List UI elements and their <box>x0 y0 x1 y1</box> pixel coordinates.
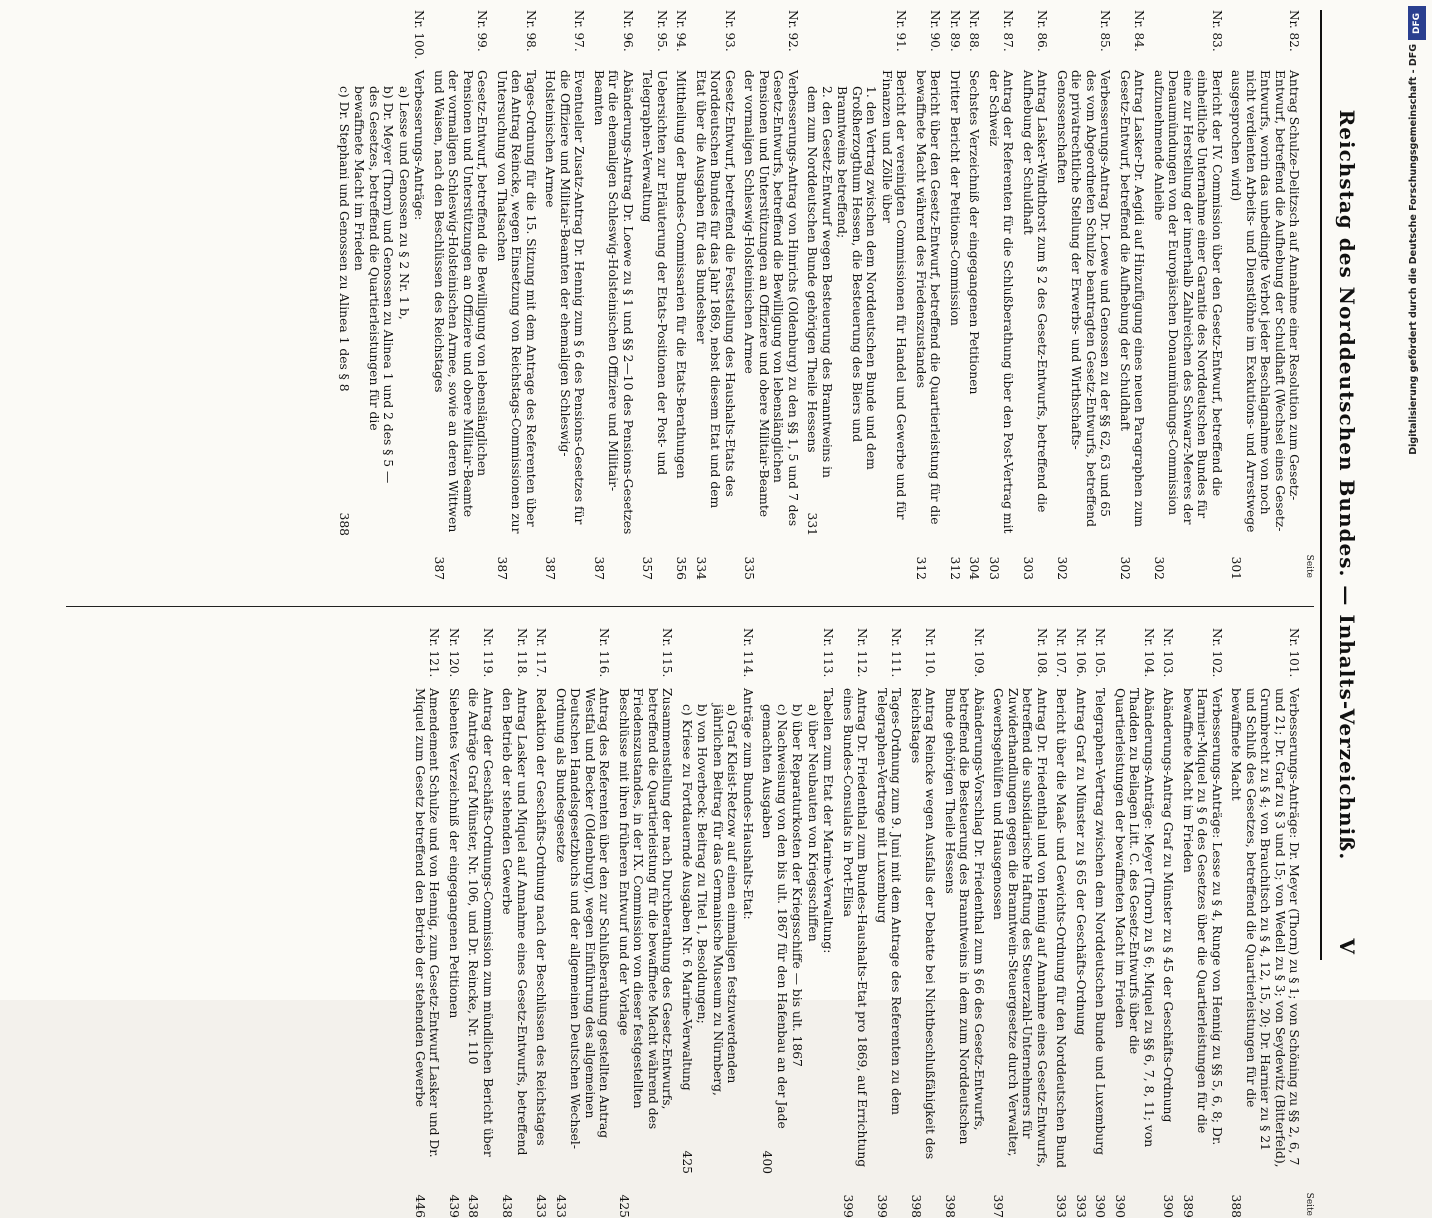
entry-text: Abänderungs-Anträge: Meyer (Thorn) zu § 6; Miquel zu §§ 6, 7, 8, 11; von Thadden zu Beilagen Litt. C. des Gesetz-Entwurfs über die Quartierleistungen der bewaffneten Macht im Frieden <box>1112 688 1156 1148</box>
entry-page: 390 <box>1093 1194 1108 1218</box>
sub-entry <box>760 688 789 1174</box>
index-entry <box>1161 628 1176 1218</box>
entry-number: Nr. 101. <box>1287 628 1302 678</box>
index-entry <box>591 10 635 580</box>
entry-number: Nr. 84. <box>1132 10 1147 52</box>
index-entry <box>805 10 909 580</box>
entry-text: Abänderungs-Vorschlag Dr. Friedenthal zum § 66 des Gesetz-Entwurfs, betreffend die Besteuerung des Branntweins in dem zum Norddeutschen Bunde gehörigen Theile Hessens <box>942 688 986 1145</box>
dfg-credit: Digitalisierung gefördert durch die Deutsche Forschungsgemeinschaft - DFG <box>1408 44 1419 455</box>
entry-number: Nr. 108. <box>1034 628 1049 678</box>
index-entry <box>534 628 549 1218</box>
entry-body <box>1229 688 1302 1182</box>
page-header <box>1320 10 1358 960</box>
entry-page: 433 <box>553 1194 568 1218</box>
entry-text: Mittheilung der Bundes-Commissarien für die Etats-Berathungen <box>674 70 689 479</box>
entry-page: 303 <box>1020 556 1035 580</box>
entry-body <box>336 70 426 544</box>
entry-body <box>1161 688 1176 1182</box>
entry-number: Nr. 113. <box>821 628 836 678</box>
entry-page: 302 <box>1117 556 1132 580</box>
index-entry <box>908 628 937 1218</box>
sub-entry-text: c) Kriese zu Fortdauernde Ausgaben Nr. 6 Marine-Verwaltung <box>679 704 694 1091</box>
entry-page: 399 <box>840 1194 855 1218</box>
entry-number: Nr. 96. <box>620 10 635 52</box>
index-entry <box>500 628 529 1218</box>
entry-text: Eventueller Zusatz-Antrag Dr. Hennig zum § 6 des Pensions-Gesetzes für die Offiziere und Militair-Beamten der ehemaligen Schleswig-Holsteinischen Armee <box>543 70 587 525</box>
column-divider <box>66 606 1314 607</box>
entry-body <box>1093 688 1108 1182</box>
sub-entry-text: c) Nachweisung von den bis ult. 1867 für den Hafenbau an der Jade gemachten Ausgaben <box>760 704 789 1129</box>
index-entry <box>446 628 461 1218</box>
entry-page: 390 <box>1161 1194 1176 1218</box>
entry-body <box>693 70 737 544</box>
seite-label: Seite <box>1304 1192 1314 1216</box>
index-entry <box>412 628 441 1218</box>
entry-body <box>742 70 800 544</box>
entry-number: Nr. 107. <box>1054 628 1069 678</box>
entry-number: Nr. 119. <box>480 628 495 678</box>
entry-text: Verbesserungs-Anträge: Dr. Meyer (Thorn) zu § 1; von Schöning zu §§ 2, 6, 7 und 21; Dr. Graf zu § 3 und 15; von Wedell zu § 3; von Seydewitz (Bitterfeld), Grumbrecht zu § 4; von Brauchitsch zu § 4, 12, 15, 20; Dr. Harnier zu § 21 und Schluß des Gesetzes, betreffend die Quartierleistungen für die bewaffnete Macht <box>1229 688 1302 1168</box>
entry-page: 387 <box>431 556 446 580</box>
sub-entry <box>835 70 879 536</box>
entry-number: Nr. 82. <box>1287 10 1302 52</box>
entry-page: 356 <box>674 556 689 580</box>
index-entry <box>674 10 689 580</box>
entry-number: Nr. 92. <box>785 10 800 52</box>
entry-text: Tabellen zum Etat der Marine-Verwaltung: <box>821 688 836 954</box>
index-entry <box>679 628 755 1218</box>
sub-entry <box>805 688 820 1174</box>
left-column <box>62 10 1314 580</box>
entry-page: 303 <box>986 556 1001 580</box>
entry-text: Uebersichten zur Erläuterung der Etats-Positionen der Post- und Telegraphen-Verwaltung <box>640 70 669 476</box>
entry-page: 433 <box>534 1194 549 1218</box>
entry-page: 304 <box>967 556 982 580</box>
entry-page: 387 <box>591 556 606 580</box>
entry-number: Nr. 117. <box>534 628 549 678</box>
index-entry <box>760 628 836 1218</box>
entry-number: Nr. 104. <box>1141 628 1156 678</box>
index-entry <box>742 10 800 580</box>
index-entry <box>1180 628 1224 1218</box>
entry-number: Nr. 114. <box>740 628 755 678</box>
entry-text: Antrag Lasker-Windthorst zum § 2 des Gesetz-Entwurfs, betreffend die Aufhebung der Schuldhaft <box>1020 70 1050 513</box>
sub-entry-page: 388 <box>336 512 351 536</box>
entry-body <box>616 688 674 1182</box>
entry-text: Zusammenstellung der nach Durchberathung des Gesetz-Entwurfs, betreffend die Quartierleistung für die bewaffnete Macht während des Friedenszustandes, in der IX. Commission von dieser festgestellten Beschlüsse mit ihren früheren Entwurf und der Vorlage <box>616 688 675 1130</box>
entry-number: Nr. 100. <box>412 10 427 60</box>
entry-page: 397 <box>991 1194 1006 1218</box>
entry-text: Redaktion der Geschäfts-Ordnung nach der Beschlüssen des Reichstages <box>534 688 549 1146</box>
index-entry <box>543 10 587 580</box>
entry-body <box>543 70 587 544</box>
entry-number: Nr. 109. <box>971 628 986 678</box>
index-entry <box>967 10 982 580</box>
page-title: Reichstag des Norddeutschen Bundes. — Inhalts-Verzeichniß. <box>1335 109 1359 861</box>
entry-body <box>446 688 461 1182</box>
index-entry <box>1229 10 1302 580</box>
entry-text: Antrag Reincke wegen Ausfalls der Debatte bei Nichtbeschlußfähigkeit des Reichstages <box>908 688 938 1160</box>
dfg-logo: DFG <box>1408 6 1426 40</box>
index-entry <box>1020 10 1049 580</box>
sub-entry-text: a) über Neubauten von Kriegsschiffen <box>805 704 820 942</box>
index-entry <box>874 628 903 1218</box>
sub-entry <box>336 70 351 536</box>
index-entry <box>991 628 1049 1218</box>
entry-body <box>674 70 689 544</box>
entry-number: Nr. 111. <box>889 628 904 678</box>
entry-body <box>466 688 495 1182</box>
entry-text: Verbesserungs-Antrag von Hinrichs (Oldenburg) zu den §§ 1, 5 und 7 des Gesetz-Entwurfs, betreffend die Bewilligung von lebenslänglichen Pensionen und Unterstützungen an Offiziere und obere Militair-Beamte der vormaligen Schleswig-Holsteinischen Armee <box>742 70 800 527</box>
entry-body <box>1229 70 1302 544</box>
index-entry <box>336 10 426 580</box>
entry-text: Antrag Lasker und Miquel auf Annahme eines Gesetz-Entwurfs, betreffend den Betrieb der stehenden Gewerbe <box>500 688 529 1156</box>
entry-text: Antrag der Geschäfts-Ordnungs-Commission zum mündlichen Bericht über die Anträge Graf Münster, Nr. 106, und Dr. Reincke, Nr. 110 <box>466 688 495 1157</box>
entry-body <box>908 688 937 1182</box>
sub-entry-page: 425 <box>679 1150 694 1174</box>
entry-page: 335 <box>742 556 757 580</box>
entry-number: Nr. 83. <box>1209 10 1224 52</box>
entry-body <box>760 688 836 1182</box>
entry-page: 302 <box>1151 556 1166 580</box>
sub-entry-text: c) Dr. Stephani und Genossen zu Alinea 1 des § 8 <box>336 86 351 392</box>
dfg-stamp <box>1408 6 1430 646</box>
entry-page: 302 <box>1054 556 1069 580</box>
entry-page: 390 <box>1112 1194 1127 1218</box>
entry-number: Nr. 87. <box>1001 10 1016 52</box>
entry-body <box>534 688 549 1182</box>
entry-number: Nr. 106. <box>1073 628 1088 678</box>
entry-text: Verbesserungs-Antrag Dr. Loewe und Genossen zu der §§ 62, 63 und 65 des vom Abgeordneten Schulze beantragten Gesetz-Entwurfs, betreffend die privatrechtliche Stellung der Erwerbs- und Wirthschafts-Genossenschaften <box>1054 70 1113 527</box>
sub-entry <box>352 70 396 536</box>
entry-number: Nr. 93. <box>722 10 737 52</box>
entry-number: Nr. 115. <box>660 628 675 678</box>
entry-number: Nr. 105. <box>1093 628 1108 678</box>
entry-text: Sechstes Verzeichniß der eingegangenen Petitionen <box>967 70 982 395</box>
sub-entry-text: b) über Reparaturkosten der Kriegsschiffe — bis ult. 1867 <box>790 704 805 1067</box>
entry-body <box>494 70 538 544</box>
entry-body <box>1117 70 1146 544</box>
entry-page: 438 <box>500 1194 515 1218</box>
sub-entry <box>679 688 694 1174</box>
sub-entry-page: 400 <box>760 1150 775 1174</box>
entry-number: Nr. 95. <box>654 10 669 52</box>
right-column <box>62 628 1314 1218</box>
entry-page: 439 <box>446 1194 461 1218</box>
entry-body <box>942 688 986 1182</box>
entry-page: 389 <box>1180 1194 1195 1218</box>
entry-page: 438 <box>466 1194 481 1218</box>
entry-page: 398 <box>908 1194 923 1218</box>
entry-body <box>1054 688 1069 1182</box>
entry-body <box>1180 688 1224 1182</box>
entry-text: Antrag Schulze-Delitzsch auf Annahme einer Resolution zum Gesetz-Entwurf, betreffend die Aufhebung der Schuldhaft (Wechsel eines Gesetz-Entwurfs, worin das unbedingte Verbot jeder Beschlagnahme von noch nicht verdienten Arbeits- und Dienstlöhne im Exekutions- und Arrestwege ausgesprochen wird) <box>1229 70 1302 533</box>
entry-text: Verbesserungs-Anträge: <box>412 70 427 221</box>
entry-text: Verbesserungs-Anträge: Lesse zu § 4, Runge von Hennig zu §§ 5, 6, 8; Dr. Harnier-Miquel zu § 6 des Gesetzes über die Quartierleistungen für die bewaffnete Macht im Frieden <box>1180 688 1224 1146</box>
index-entry <box>693 10 737 580</box>
index-entry <box>616 628 674 1218</box>
entry-body <box>500 688 529 1182</box>
entry-number: Nr. 112. <box>855 628 870 678</box>
index-entry <box>1112 628 1156 1218</box>
entry-body <box>640 70 669 544</box>
sub-entry <box>790 688 805 1174</box>
entry-page: 357 <box>640 556 655 580</box>
entry-text: Antrag der Referenten für die Schlußberathung über den Post-Vertrag mit der Schweiz <box>986 70 1016 534</box>
page-number: V <box>1335 938 1359 954</box>
entry-text: Gesetz-Entwurf, betreffend die Feststellung des Haushalts-Etats des Norddeutschen Bundes für das Jahr 1869, nebst diesem Etat und dem Etat über die Ausgaben für das Bundesheer <box>693 70 737 509</box>
entry-body <box>1073 688 1088 1182</box>
index-entry <box>913 10 942 580</box>
sub-entry <box>710 688 739 1174</box>
sub-entry-text: 1. den Vertrag zwischen dem Norddeutschen Bunde und dem Großherzogthum Hessen, die Besteuerung des Biers und Branntweins betreffend; <box>835 86 879 470</box>
index-entry <box>1117 10 1146 580</box>
entry-number: Nr. 88. <box>967 10 982 52</box>
entry-body <box>1020 70 1049 544</box>
entry-body <box>1151 70 1224 544</box>
sub-entry <box>695 688 710 1174</box>
entry-page: 334 <box>693 556 708 580</box>
entry-number: Nr. 97. <box>572 10 587 52</box>
entry-text: Abänderungs-Antrag Graf zu Münster zu § 45 der Geschäfts-Ordnung <box>1161 688 1176 1123</box>
sub-entry <box>805 70 834 536</box>
entry-body <box>1054 70 1112 544</box>
entry-text: Dritter Bericht der Petitions-Commission <box>947 70 962 326</box>
sub-entry-text: b) Dr. Meyer (Thorn) und Genossen zu Alinea 1 und 2 des § 5 — des Gesetzes, betreffend die Quartierleistungen für die bewaffnete Macht im Frieden <box>352 86 396 484</box>
seite-label: Seite <box>1304 554 1314 578</box>
entry-body <box>874 688 903 1182</box>
entry-page: 446 <box>412 1194 427 1218</box>
index-entry <box>942 628 986 1218</box>
entry-number: Nr. 91. <box>894 10 909 52</box>
entry-page: 399 <box>874 1194 889 1218</box>
entry-page: 393 <box>1054 1194 1069 1218</box>
rotated-page <box>58 10 1359 1218</box>
entry-page: 388 <box>1229 1194 1244 1218</box>
sub-entry-text: b) von Hoverbeck: Beitrag zu Titel 1, Besoldungen; <box>695 704 710 1024</box>
entry-body <box>591 70 635 544</box>
entry-page: 312 <box>913 556 928 580</box>
entry-page: 398 <box>942 1194 957 1218</box>
entry-text: Bericht der vereinigten Commissionen für Handel und Gewerbe und für Finanzen und Zölle über <box>879 70 909 520</box>
entry-number: Nr. 103. <box>1161 628 1176 678</box>
index-entry <box>840 628 869 1218</box>
entry-body <box>679 688 755 1182</box>
entry-body <box>947 70 962 544</box>
entry-body <box>553 688 611 1182</box>
sub-entry-text: a) Graf Kleist-Retzow auf einen einmaligen festzuwerdenden jährlichen Beitrag für das Germanische Museum zu Nürnberg, <box>710 704 740 1096</box>
entry-text: Bericht über den Gesetz-Entwurf, betreffend die Quartierleistung für die bewaffnete Macht während des Friedenszustandes <box>913 70 943 525</box>
index-entry <box>1151 10 1224 580</box>
entry-page: 387 <box>543 556 558 580</box>
entry-number: Nr. 120. <box>446 628 461 678</box>
index-entry <box>1054 10 1112 580</box>
entry-page: 301 <box>1229 556 1244 580</box>
entry-text: Anträge zum Bundes-Haushalts-Etat: <box>740 688 755 920</box>
entry-text: Antrag Lasker-Dr. Aegidi auf Hinzufügung eines neuen Paragraphen zum Gesetz-Entwurf, betreffend die Aufhebung der Schuldhaft <box>1117 70 1147 527</box>
index-entry <box>466 628 495 1218</box>
entry-body <box>913 70 942 544</box>
entry-text: Antrag Graf zu Münster zu § 65 der Geschäfts-Ordnung <box>1073 688 1088 1036</box>
entry-text: Antrag Dr. Friedenthal und von Hennig auf Annahme eines Gesetz-Entwurfs, betreffend die subsidiarische Haftung des Steuerzahl-Unternehmers für Zuwiderhandlungen gegen die Branntwein-Steuergesetze durch Verwalter, Gewerbsgehülfen und Hausgenossen <box>991 688 1049 1168</box>
entry-body <box>805 70 909 544</box>
index-entry <box>431 10 489 580</box>
index-entry <box>1054 628 1069 1218</box>
entry-number: Nr. 99. <box>475 10 490 52</box>
entry-page: 387 <box>494 556 509 580</box>
sub-entry <box>396 70 411 536</box>
entry-number: Nr. 102. <box>1209 628 1224 678</box>
entry-text: Gesetz-Entwurf, betreffend die Bewilligung von lebenslänglichen Pensionen und Unterstützungen an Offiziere und obere Militair-Beamte der vormaligen Schleswig-Holsteinischen Armee, sowie an deren Wittwen und Waisen, nach den Beschlüssen des Reichstages <box>431 70 490 533</box>
entry-text: Antrag Dr. Friedenthal zum Bundes-Haushalts-Etat pro 1869, auf Errichtung eines Bundes-Consulats in Port-Elisa <box>840 688 870 1168</box>
index-entry <box>1073 628 1088 1218</box>
entry-body <box>840 688 869 1182</box>
entry-body <box>1112 688 1156 1182</box>
index-entry <box>947 10 962 580</box>
entry-text: Telegraphen-Vertrag zwischen dem Norddeutschen Bunde und Luxemburg <box>1093 688 1108 1155</box>
entry-body <box>967 70 982 544</box>
entry-number: Nr. 121. <box>427 628 442 678</box>
entry-number: Nr. 86. <box>1035 10 1050 52</box>
entry-number: Nr. 110. <box>923 628 938 678</box>
index-entry <box>640 10 669 580</box>
entry-page: 393 <box>1073 1194 1088 1218</box>
entry-number: Nr. 89. <box>947 10 962 52</box>
entry-number: Nr. 98. <box>523 10 538 52</box>
entry-page: 312 <box>947 556 962 580</box>
index-entry <box>494 10 538 580</box>
entry-number: Nr. 85. <box>1098 10 1113 52</box>
index-entry <box>986 10 1015 580</box>
entry-text: Siebentes Verzeichniß der eingegangenen Petitionen <box>446 688 461 1019</box>
entry-number: Nr. 94. <box>674 10 689 52</box>
index-entry <box>553 628 611 1218</box>
entry-body <box>991 688 1049 1182</box>
index-entry <box>1093 628 1108 1218</box>
sub-entry-page: 331 <box>805 512 820 536</box>
entry-page: 425 <box>616 1194 631 1218</box>
entry-number: Nr. 118. <box>514 628 529 678</box>
entry-text: Tages-Ordnung zum 9. Juni mit dem Antrage des Referenten zu dem Telegraphen-Vertrage mit Luxemburg <box>874 688 904 1115</box>
entry-number: Nr. 90. <box>928 10 943 52</box>
entry-body <box>431 70 489 544</box>
entry-number: Nr. 116. <box>597 628 612 678</box>
entry-text: Bericht der IV. Commission über den Gesetz-Entwurf, betreffend die einheitliche Unternahme einer Garantie des Norddeutschen Bundes für eine zur Herstellung der innerhalb Zahlreichen des Schwarz-Meeres der Denaumündungen von der Europäischen Donaumündungs-Commission aufzunehmende Anleihe <box>1151 70 1224 525</box>
entry-text: Amendement Schulze und von Hennig, zum Gesetz-Entwurf Lasker und Dr. Miquel zum Gesetz betreffend den Betrieb der stehenden Gewerbe <box>412 688 442 1158</box>
entry-text: Tages-Ordnung für die 15. Sitzung mit dem Antrage des Referenten über den Antrag Reincke, wegen Einsetzung von Reichstags-Commissionen zur Untersuchung von Thatsachen <box>494 70 538 534</box>
entry-text: Abänderungs-Antrag Dr. Loewe zu § 1 und §§ 2—10 des Pensions-Gesetzes für die ehemaligen Schleswig-Holsteinischen Offiziere und Militair-Beamten <box>591 70 635 535</box>
index-entry <box>1229 628 1302 1218</box>
entry-text: Bericht über die Maaß- und Gewichts-Ordnung für den Norddeutschen Bund <box>1054 688 1069 1169</box>
sub-entry-text: a) Lesse und Genossen zu § 2 Nr. 1 b, <box>396 86 411 320</box>
entry-body <box>412 688 441 1182</box>
entry-body <box>986 70 1015 544</box>
sub-entry-text: 2. den Gesetz-Entwurf wegen Besteuerung des Branntweins in dem zum Norddeutschen Bunde gehörigen Theile Hessens <box>805 86 834 478</box>
entry-text: Antrag des Referenten über den zur Schlußberathung gestellten Antrag Westfal und Becker (Oldenburg), wegen Einführung des allgemeinen Deutschen Handelsgesetzbuchs und der allgemeinen Deutschen Wechsel-Ordnung als Bundesgesetze <box>553 688 612 1149</box>
